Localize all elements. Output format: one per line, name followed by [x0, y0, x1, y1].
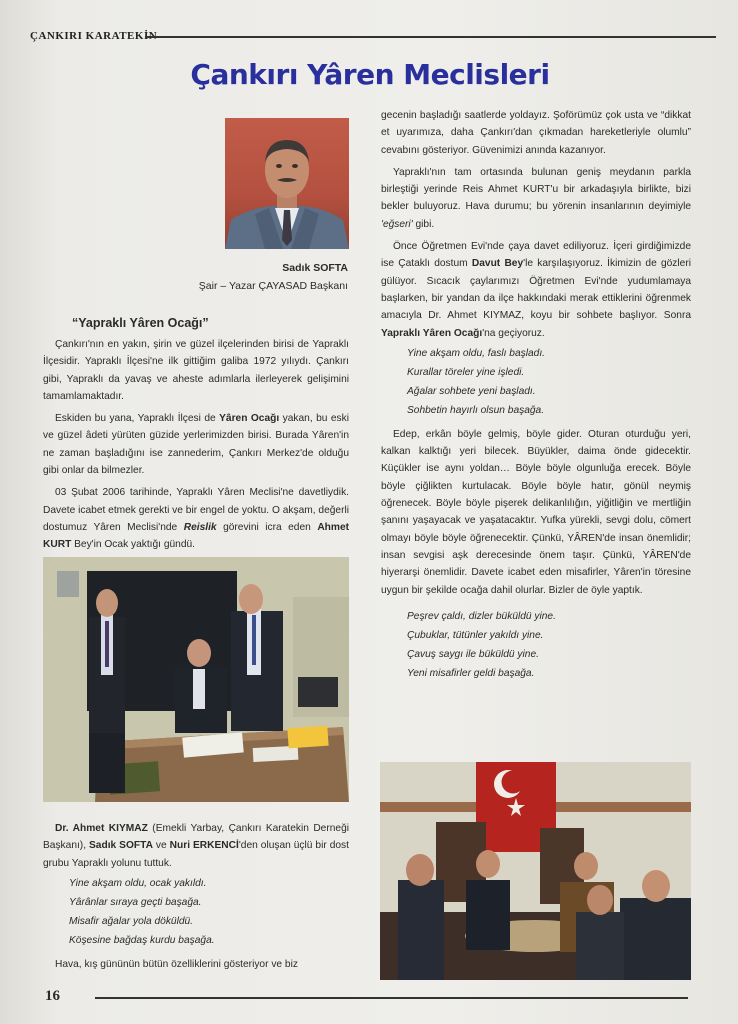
poem-line: Kurallar töreler yine işledi. — [407, 366, 525, 378]
author-portrait-photo — [225, 118, 349, 249]
paragraph: Önce Öğretmen Evi'nde çaya davet ediliyoruz. İçeri girdiğimizde ise Çataklı dostum Davut Bey'le karşılaşıyoruz. İkimizin de gözleri gülüyor. Sıcacık çaylarımızı Öğretmen Evi'nde yudumlamaya başlarken, bir yandan da ilçe hakkındaki merak ettiklerini öğrenmek amacıyla Dr. Ahmet KIYMAZ, koyu bir sohbete başlıyor. Sonra Yapraklı Yâren Ocağı'na geçiyoruz. — [381, 241, 691, 339]
paragraph: 03 Şubat 2006 tarihinde, Yapraklı Yâren Meclisi'ne davetliydik. Davete icabet etmek gerekti ve bir engel de yoktu. O akşam, değerli dostumuz Yâren Meclisi'nde Reislik görevini icra eden Ahmet KURT Bey'in Ocak yaktığı gündü. — [43, 487, 350, 551]
poem-stanza — [381, 607, 691, 683]
paragraph: Yapraklı'nın tam ortasında bulunan geniş meydanın parkla birleştiği yerinde Reis Ahmet KURT'u bir arkadaşıyla birlikte, bizi bekler buluyoruz. Hava durumu; bu yörenin insanlarının deyimiyle 'eğseri' gibi. — [381, 166, 691, 230]
paragraph: gecenin başladığı saatlerde yoldayız. Şoförümüz çok usta ve “dikkat et uyarımıza, daha Çankırı'dan çıkmadan hareketleriyle olumlu” cevabını gösteriyor. Güvenimizi anında kazanıyor. — [381, 110, 691, 156]
poem-line: Yârânlar sıraya geçti başağa. — [69, 896, 202, 908]
poem-stanza — [43, 874, 349, 950]
paragraph: Edep, erkân böyle gelmiş, böyle gider. Oturan oturduğu yeri, kalkan kalktığı yeri bilecek. Büyükler, daima önde gidecektir. Küçükler ise aynı yoldan… Böyle böyle olgunluğa erecek. Böyle böyle çiğlikten kurtulacak. Böyle böyle hatır, gönül neymiş öğrenecek. Böyle böyle pişerek delikanlılığın, yiğitliğin ve mertliğin şanını yaşayacak ve yaşatacaktır. Yufka yürekli, sevgi dolu, cömert olmayı böyle böyle öğrenecektir. Çünkü, YÂREN'de insan önemlidir; insan sevgisi aşk derecesinde önem taşır. Çünkü, YÂREN'de hiyerarşi önemlidir. Davete icabet eden misafirler, Yâren'in töresine uygun bir şekilde ocağa dahil olurlar. Bizler de öyle yaptık. — [381, 428, 691, 596]
paragraph: Hava, kış gününün bütün özelliklerini gösteriyor ve biz — [55, 958, 298, 970]
footer-rule — [95, 997, 688, 999]
header-rule — [145, 36, 716, 38]
poem-line: Çubuklar, tütünler yakıldı yine. — [407, 629, 544, 641]
author-role: Şair – Yazar ÇAYASAD Başkanı — [198, 280, 348, 292]
magazine-running-head: ÇANKIRI KARATEKİN — [30, 30, 158, 42]
poem-stanza — [381, 344, 691, 420]
article-title: Çankırı Yâren Meclisleri — [190, 58, 550, 91]
group-photo — [43, 557, 349, 802]
left-column-lower — [43, 820, 349, 973]
poem-line: Yeni misafirler geldi başağa. — [407, 667, 535, 679]
poem-line: Misafir ağalar yola döküldü. — [69, 915, 194, 927]
poem-line: Yine akşam oldu, ocak yakıldı. — [69, 877, 207, 889]
paragraph: Çankırı'nın en yakın, şirin ve güzel ilçelerinden birisi de Yapraklı İlçesidir. Yapraklı İlçesi'ne ilk gittiğim galiba 1972 yılıydı. Çankırı gibi, Yapraklı da yavaş ve aheste adımlarla ilerleyerek gelişimini tamamlamaktadır. — [43, 339, 349, 402]
poem-line: Yine akşam oldu, faslı başladı. — [407, 347, 545, 359]
page-number: 16 — [45, 988, 60, 1004]
left-column-upper — [43, 336, 349, 554]
poem-line: Sohbetin hayırlı olsun başağa. — [407, 404, 545, 416]
right-column — [381, 107, 691, 689]
section-heading: “Yapraklı Yâren Ocağı” — [72, 316, 209, 330]
paragraph: Eskiden bu yana, Yapraklı İlçesi de Yâren Ocağı yakan, bu eski ve güzel âdeti yürüten güzide yerlerimizden birisi. Burada Yâren'in ne zaman başladığını ise zannederim, Çankırı Merkez'de olduğu gibi onlar da bilmezler. — [43, 413, 349, 477]
meeting-photo — [380, 762, 691, 980]
author-name: Sadık SOFTA — [282, 262, 348, 274]
poem-line: Çavuş saygı ile büküldü yine. — [407, 648, 539, 660]
paragraph: Dr. Ahmet KIYMAZ (Emekli Yarbay, Çankırı Karatekin Derneği Başkanı), Sadık SOFTA ve Nuri ERKENCİ'den oluşan üçlü bir dost grubu Yapraklı yolunu tuttuk. — [43, 823, 350, 869]
poem-line: Peşrev çaldı, dizler büküldü yine. — [407, 610, 556, 622]
poem-line: Ağalar sohbete yeni başladı. — [407, 385, 536, 397]
poem-line: Köşesine bağdaş kurdu başağa. — [69, 934, 215, 946]
